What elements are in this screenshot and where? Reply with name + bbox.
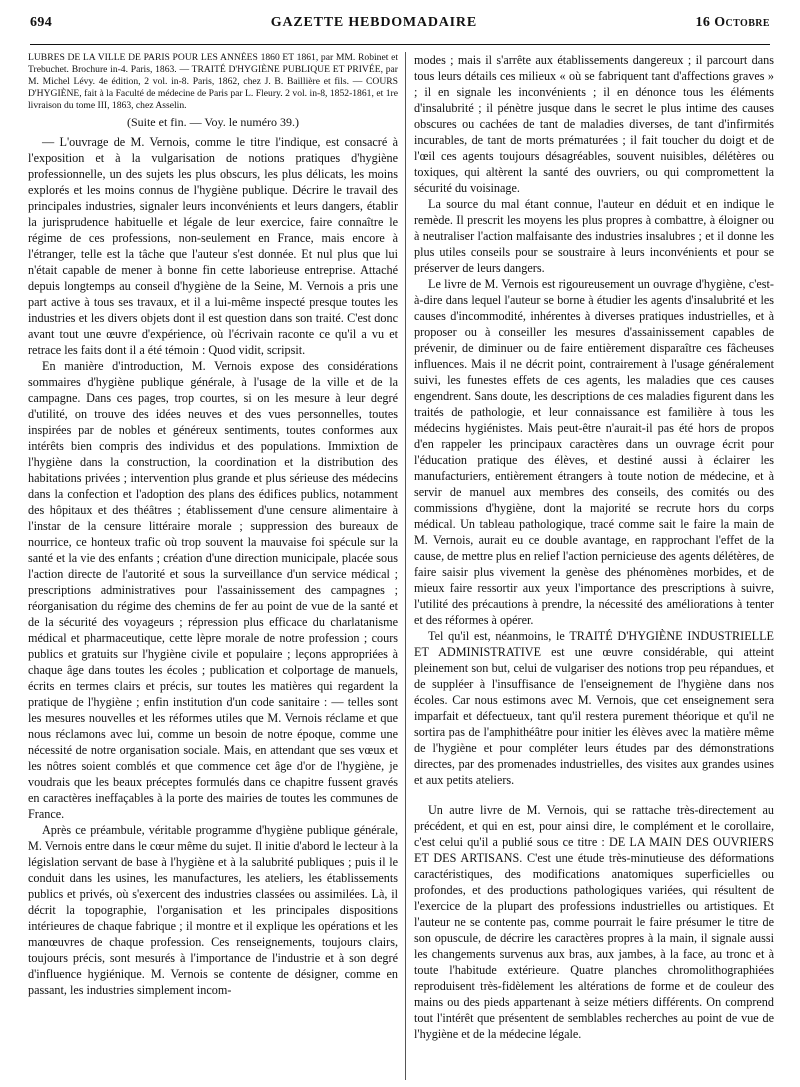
header-rule — [30, 44, 770, 45]
paragraph: Un autre livre de M. Vernois, qui se rattache très-directement au précédent, et qui en est, pour ainsi dire, le complément et le corollaire, c'est celui qu'il a publié sous ce titre : DE LA MAIN DES OUVRIERS ET DES ARTISANS. C'est une étude très-minutieuse des déformations caractéristiques, des modifications anatomiques superficielles ou profondes, et des productions pathologiques variées, qui résultent de l'exercice de la plupart des professions industrielles ou artistiques. Et l'auteur ne se contente pas, comme pourrait le faire présumer le titre de son opuscule, de décrire les caractères propres à la main, il signale aussi les changements survenus aux bras, aux jambes, à la face, au tronc et à toute l'habitude extérieure. Quatre planches chromolithographiées reproduisent très-fidèlement les altérations de forme et de couleur des mains ou des pieds appartenant à seize métiers différents. On comprend tout l'intérêt que présentent de semblables recherches au point de vue de l'hygiène et de la médecine légale. — [414, 803, 774, 1041]
paragraph: En manière d'introduction, M. Vernois expose des considérations sommaires d'hygiène publique générale, à l'usage de la ville et de la campagne. Dans ces pages, trop courtes, si on les mesure à leur degré d'utilité, on trouve des idées neuves et des vues personnelles, toutes inspirées par de nobles et généreux sentiments, toutes conformes aux intérêts bien compris des individus et des populations. Immixtion de l'hygiène dans la construction, la coordination et la distribution des habitations privées ; intervention plus grande et plus sérieuse des médecins dans la confection et l'adoption des plans des édifices publics, notamment des hôpitaux et des théâtres ; établissement d'une censure alimentaire à l'instar de la censure littéraire morale ; suppression des bureaux de nourrice, ce honteux trafic où trop souvent la mauvaise foi spécule sur la santé et la vie des enfants ; création d'une direction municipale, placée sous l'action directe de l'autorité et sous la surveillance d'un service médical ; prescriptions administratives pour l'assainissement des campagnes ; réorganisation du régime des chemins de fer au point de vue de la santé et de la sécurité des voyageurs ; répression plus efficace du charlatanisme médical et pharmaceutique, cette lèpre morale de notre profession ; cours publics et gratuits sur l'hygiène civile et populaire ; leçons appropriées à chaque âge dans toutes les écoles ; publication et colportage de manuels, écrits en termes clairs et précis, sur toutes les matières qui regardent la pratique de l'hygiène ; enfin institution d'un code sanitaire : — telles sont les mesures nouvelles et les réformes utiles que M. Vernois réclame et que nous réclamons avec lui, comme un besoin de notre époque, comme une nécessité de notre organisation sociale. Mais, en attendant que ses vœux et les nôtres soient comblés et que commence cet âge d'or de l'hygiène, je voudrais que les beaux préceptes formulés dans ce chapitre fussent gravés en caractères ineffaçables à la porte des mairies de toutes les communes de France. — [28, 359, 398, 821]
paragraph: modes ; mais il s'arrête aux établissements dangereux ; il parcourt dans tous leurs détails ces milieux « où se fabriquent tant d'affections graves » ; il en signale les inconvénients ; il en dénonce tous les éléments d'insalubrité ; il pénètre jusque dans le secret le plus intime des causes obscures ou cachées de tant de maladies diverses, de tant d'infirmités incurables, de tant de morts prématurées ; il fait toucher du doigt et de l'œil ces agents toujours désagréables, souvent nuisibles, délétères ou toxiques, qui altèrent la santé des ouvriers, ou qui compromettent la sécurité du voisinage. — [414, 53, 774, 195]
left-column — [28, 52, 398, 1082]
paragraph: Tel qu'il est, néanmoins, le TRAITÉ D'HYGIÈNE INDUSTRIELLE ET ADMINISTRATIVE est une œuvre considérable, qui atteint pleinement son but, celui de vulgariser des notions trop peu répandues, et de suppléer à l'insuffisance de l'enseignement de l'hygiène dans nos écoles. Car nous estimons avec M. Vernois, que cet enseignement sera imparfait et défectueux, tant qu'il restera purement théorique et qu'il ne sortira pas de l'amphithéâtre pour initier les élèves avec la matière même de l'hygiène et pour compléter leurs études par des démonstrations directes, par des promenades industrielles, des visites aux grandes usines et aux petits ateliers. — [414, 629, 774, 787]
column-divider — [405, 52, 406, 1080]
paragraph: Après ce préambule, véritable programme d'hygiène publique générale, M. Vernois entre dans le cœur même du sujet. Il initie d'abord le lecteur à la législation servant de base à l'hygiène et à la salubrité publiques ; puis il le conduit dans les usines, les manufactures, les ateliers, les établissements publics et privés, où s'exercent des industries classées ou assimilées. Là, il décrit la topographie, l'organisation et les principales dispositions intérieures de chaque fabrique ; il montre et il explique les opérations et les manœuvres de chaque profession. Ces renseignements, toujours clairs, toujours précis, sont mesurés à l'importance de l'industrie et à son degré d'influence hygiénique. M. Vernois se contente de désigner, comme en passant, les industries simplement incom- — [28, 823, 398, 997]
page-header — [30, 6, 770, 40]
continuation-note: (Suite et fin. — Voy. le numéro 39.) — [126, 115, 300, 129]
page-number: 694 — [30, 15, 53, 30]
section-gap — [414, 788, 774, 802]
paragraph: La source du mal étant connue, l'auteur en déduit et en indique le remède. Il prescrit les moyens les plus propres à combattre, à éloigner ou à neutraliser l'action malfaisante des industries insalubres ; et il donne les plus utiles conseils pour se soustraire à leurs inconvénients et pour se préserver de leurs dangers. — [414, 197, 774, 275]
paragraph: — L'ouvrage de M. Vernois, comme le titre l'indique, est consacré à l'exposition et à la vulgarisation de notions pratiques d'hygiène professionnelle, un des sujets les plus obscurs, les plus délicats, les moins explorés et les moins connus de l'hygiène publique. Décrire le travail des principales industries, signaler leurs inconvénients et leurs dangers, établir la jurisprudence habituelle et légale de leur exercice, faire connaître le régime de ces professions, non-seulement en France, mais encore à l'étranger, telle est la tâche que l'auteur s'est donnée. Et nul plus que lui n'était capable de mener à bonne fin cette laborieuse entreprise. Attaché depuis longtemps au conseil d'hygiène de la Seine, M. Vernois a pris une part active à tous ses travaux, et il a lui-même inspecté presque toutes les industries et les divers objets dont il est question dans son traité. C'est donc avant tout une œuvre d'expérience, où l'écrivain raconte ce qu'il a vu et retrace les faits dont il a été témoin : Quod vidit, scripsit. — [28, 135, 398, 357]
issue-date: 16 Octobre — [695, 15, 770, 30]
journal-title: GAZETTE HEBDOMADAIRE — [270, 15, 477, 30]
paragraph: Le livre de M. Vernois est rigoureusement un ouvrage d'hygiène, c'est-à-dire dans lequel l'auteur se borne à étudier les agents d'insalubrité et les causes d'incommodité, inhérentes à diverses pratiques industrielles, et à proposer ou à conseiller les mesures d'assainissement capables de prévenir, de diminuer ou de faire entièrement disparaître ces fâcheuses influences. Mais il ne décrit point, contrairement à l'usage généralement suivi, les funestes effets de ces agents, les maladies que ces causes engendrent. Sans doute, les descriptions de ces maladies figurent dans les traités de pathologie, et leur connaissance est familière à tous les médecins hygiénistes. Mais peut-être n'aurait-il pas été hors de propos d'en rappeler les principaux caractères dans un ouvrage écrit pour l'éducation pratique des élèves, et destiné aussi à éclairer les manufacturiers, entièrement étrangers à toute notion de médecine, et à servir de manuel aux membres des conseils, des comités ou des commissions d'hygiène, dont la majorité se recrute hors du corps médical. Un tableau pathologique, tracé comme sait le faire la main de M. Vernois, aurait eu ce double avantage, en rapprochant l'effet de la cause, de mettre plus en relief l'action pernicieuse des agents délétères, de faire saisir plus vivement la genèse des phénomènes morbides, et de mieux faire ressortir aux yeux l'importance des prescriptions à suivre, l'utilité des précautions à prendre, la nécessité des améliorations à tenter et des réformes à opérer. — [414, 277, 774, 627]
right-column — [414, 52, 774, 1082]
bibliographic-references: LUBRES DE LA VILLE DE PARIS POUR LES ANNÉES 1860 ET 1861, par MM. Robinet et Trebuchet. Brochure in-4. Paris, 1863. — TRAITÉ D'HYGIÈNE PUBLIQUE ET PRIVÉE, par M. Michel Lévy. 4e édition, 2 vol. in-8. Paris, 1862, chez J. B. Baillière et fils. — COURS D'HYGIÈNE, fait à la Faculté de médecine de Paris par L. Fleury. 2 vol. in-8, 1852-1861, et 1re livraison du tome III, 1863, chez Asselin. — [28, 52, 398, 111]
